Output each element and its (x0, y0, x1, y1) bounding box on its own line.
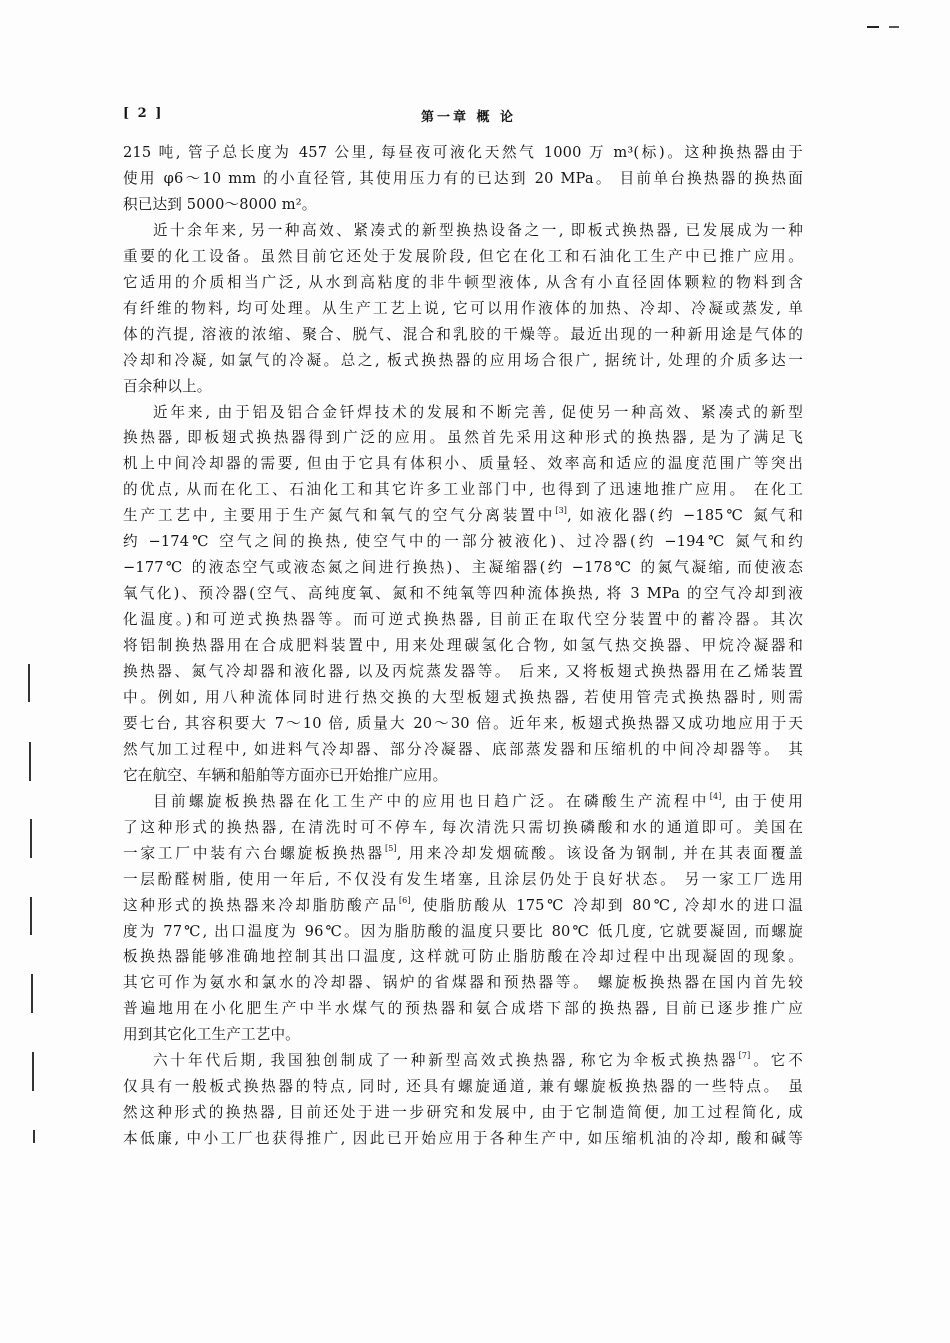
binder-mark (30, 819, 32, 858)
text-line: 其它可作为氨水和氯水的冷却器、锅炉的省煤器和预热器等。 螺旋板换热器在国内首先较 (123, 974, 803, 992)
text-line: 度为 77℃, 出口温度为 96℃。因为脂肪酸的温度只要比 80℃ 低几度, 它就要凝固, 而螺旋 (123, 922, 803, 940)
text-line: 约 −174℃ 空气之间的换热, 使空气中的一部分被液化)、过冷器(约 −194℃ 氮气和约 (123, 533, 803, 551)
text-line: −177℃ 的液态空气或液态氮之间进行换热)、主凝缩器(约 −178℃ 的氮气凝缩, 而使液态 (123, 559, 803, 577)
text-line: 仅具有一般板式换热器的特点, 同时, 还具有螺旋通道, 兼有螺旋板换热器的一些特点。 虽 (123, 1078, 803, 1096)
binder-mark (33, 1130, 35, 1143)
text-line: 重要的化工设备。虽然目前它还处于发展阶段, 但它在化工和石油化工生产中已推广应用。 (123, 247, 803, 265)
binder-mark (29, 742, 31, 781)
text-line: 积已达到 5000～8000 m²。 (123, 195, 317, 213)
text-line: 体的汽提, 溶液的浓缩、聚合、脱气、混合和乳胶的干燥等。最近出现的一种新用途是气体的 (123, 325, 803, 343)
binder-mark (32, 1052, 34, 1091)
citation-ref: [6] (398, 895, 411, 905)
binder-mark (31, 974, 33, 1013)
page-header (123, 106, 803, 128)
text-line: 目前螺旋板换热器在化工生产中的应用也日趋广泛。在磷酸生产流程中[4], 由于使用 (153, 791, 803, 810)
citation-ref: [5] (385, 843, 397, 853)
text-line: 一家工厂中装有六台螺旋板换热器[5], 用来冷却发烟硫酸。该设备为钢制, 并在其表面覆盖 (123, 843, 803, 862)
text-line: 将铝制换热器用在合成肥料装置中, 用来处理碳氢化合物, 如氢气热交换器、甲烷冷凝器和 (123, 637, 803, 655)
text-line: 一层酚醛树脂, 使用一年后, 不仅没有发生堵塞, 且涂层仍处于良好状态。 另一家工厂选用 (123, 870, 803, 888)
text-line: 普遍地用在小化肥生产中半水煤气的预热器和氨合成塔下部的换热器, 目前已逐步推广应 (123, 1000, 803, 1018)
text-line: 近年来, 由于铝及铝合金钎焊技术的发展和不断完善, 促使另一种高效、紧凑式的新型 (153, 403, 803, 421)
text-line: 机上中间冷却器的需要, 但由于它具有体积小、质量轻、效率高和适应的温度范围广等突出 (123, 455, 803, 473)
text-line: 它适用的介质相当广泛, 从水到高粘度的非牛顿型液体, 从含有小直径固体颗粒的物料到含 (123, 273, 803, 291)
text-line: 然这种形式的换热器, 目前还处于进一步研究和发展中, 由于它制造简便, 加工过程简化, 成 (123, 1104, 803, 1122)
running-head: 第一章 概 论 (421, 110, 517, 125)
text-line: 然气加工过程中, 如进料气冷却器、部分冷凝器、底部蒸发器和压缩机的中间冷却器等。 其 (123, 740, 803, 758)
binder-mark (30, 897, 32, 935)
text-line: 换热器、氮气冷却器和液化器, 以及丙烷蒸发器等。 后来, 又将板翅式换热器用在乙烯装置 (123, 663, 803, 680)
binder-mark (28, 664, 30, 702)
text-line: 要七台, 其容积要大 7～10 倍, 质量大 20～30 倍。近年来, 板翅式换热器又成功地应用于天 (123, 714, 803, 732)
citation-ref: [4] (709, 791, 722, 801)
text-line: 中。例如, 用八种流体同时进行热交换的大型板翅式换热器, 若使用管壳式换热器时, 则需 (123, 688, 803, 706)
text-line: 的优点, 从而在化工、石油化工和其它许多工业部门中, 也得到了迅速地推广应用。 在化工 (123, 481, 803, 499)
text-line: 近十余年来, 另一种高效、紧凑式的新型换热设备之一, 即板式换热器, 已发展成为一种 (153, 221, 803, 239)
text-line: 氧气化)、预冷器(空气、高纯度氧、氮和不纯氧等四种流体换热, 将 3 MPa 的空气冷却到液 (123, 585, 803, 603)
text-line: 生产工艺中, 主要用于生产氮气和氧气的空气分离装置中[3], 如液化器(约 −185℃ 氮气和 (123, 506, 804, 525)
text-line: 百余种以上。 (123, 377, 212, 395)
text-line: 六十年代后期, 我国独创制成了一种新型高效式换热器, 称它为伞板式换热器[7]。它不 (153, 1051, 803, 1070)
text-line: 它在航空、车辆和船舶等方面亦已开始推广应用。 (123, 766, 448, 784)
text-line: 本低廉, 中小工厂也获得推广, 因此已开始应用于各种生产中, 如压缩机油的冷却, 酸和碱等 (123, 1130, 803, 1148)
text-line: 化温度。)和可逆式换热器等。而可逆式换热器, 目前正在取代空分装置中的蓄冷器。其次 (123, 611, 803, 629)
text-line: 板换热器能够准确地控制其出口温度, 这样就可防止脂肪酸在冷却过程中出现凝固的现象。 (123, 948, 803, 966)
text-line: 215 吨, 管子总长度为 457 公里, 每昼夜可液化天然气 1000 万 m³(标)。这种换热器由于 (123, 144, 803, 161)
text-line: 用到其它化工生产工艺中。 (123, 1026, 300, 1044)
text-line: 了这种形式的换热器, 在清洗时可不停车, 每次清洗只需切换磷酸和水的通道即可。美国在 (123, 818, 803, 836)
text-line: 换热器, 即板翅式换热器得到广泛的应用。虽然首先采用这种形式的换热器, 是为了满足飞 (123, 429, 803, 447)
page-number: [ 2 ] (123, 106, 164, 121)
text-line: 冷却和冷凝, 如氯气的冷凝。总之, 板式换热器的应用场合很广, 据统计, 处理的介质多达一 (123, 351, 803, 369)
text-line: 这种形式的换热器来冷却脂肪酸产品[6], 使脂肪酸从 175℃ 冷却到 80℃, 冷却水的进口温 (123, 895, 803, 914)
citation-ref: [7] (738, 1051, 751, 1061)
corner-mark-1 (867, 26, 879, 28)
text-line: 有纤维的物料, 均可处理。从生产工艺上说, 它可以用作液体的加热、冷却、冷凝或蒸发, 单 (123, 299, 803, 317)
citation-ref: [3] (555, 506, 568, 516)
text-line: 使用 φ6～10 mm 的小直径管, 其使用压力有的已达到 20 MPa。 目前单台换热器的换热面 (123, 169, 803, 187)
corner-mark-2 (889, 26, 899, 28)
